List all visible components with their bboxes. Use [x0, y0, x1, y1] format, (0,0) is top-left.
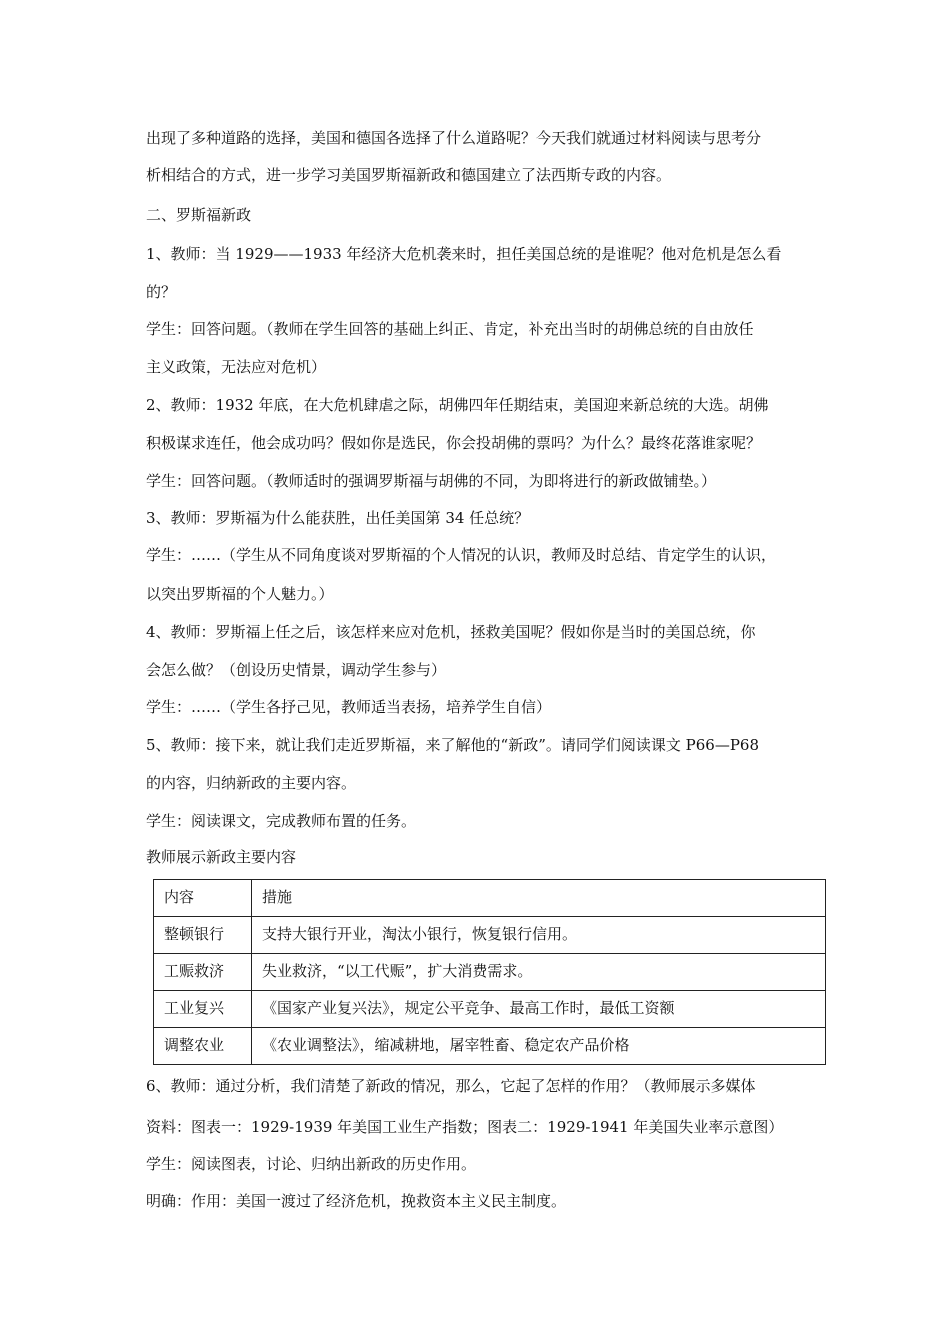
table-header-cell: 内容: [154, 880, 252, 917]
table-cell: 调整农业: [154, 1028, 252, 1065]
paragraph-line: 1、教师：当 1929——1933 年经济大危机袭来时，担任美国总统的是谁呢？他对危机是怎么看: [146, 245, 782, 263]
paragraph-line: 5、教师：接下来，就让我们走近罗斯福，来了解他的“新政”。请同学们阅读课文 P66—P68: [146, 736, 760, 754]
table-row: [154, 917, 826, 954]
paragraph-line: 6、教师：通过分析，我们清楚了新政的情况，那么，它起了怎样的作用？（教师展示多媒体: [146, 1077, 756, 1095]
table-cell: 支持大银行开业，淘汰小银行，恢复银行信用。: [252, 917, 826, 954]
table-header-cell: 措施: [252, 880, 826, 917]
paragraph-line: 明确：作用：美国一渡过了经济危机，挽救资本主义民主制度。: [146, 1192, 567, 1210]
paragraph-line: 学生：阅读图表，讨论、归纳出新政的历史作用。: [146, 1155, 477, 1173]
paragraph-line: 以突出罗斯福的个人魅力。）: [146, 585, 334, 603]
paragraph-line: 出现了多种道路的选择，美国和德国各选择了什么道路呢？今天我们就通过材料阅读与思考分: [146, 129, 762, 147]
paragraph-line: 资料：图表一：1929-1939 年美国工业生产指数；图表二：1929-1941 年美国失业率示意图）: [146, 1118, 784, 1136]
table-header-row: [154, 880, 826, 917]
table-cell: 失业救济，“以工代赈”，扩大消费需求。: [252, 954, 826, 991]
paragraph-line: 学生：回答问题。（教师在学生回答的基础上纠正、肯定，补充出当时的胡佛总统的自由放任: [146, 320, 754, 338]
table-caption: 教师展示新政主要内容: [146, 848, 297, 866]
table-cell: 工业复兴: [154, 991, 252, 1028]
paragraph-line: 学生：……（学生从不同角度谈对罗斯福的个人情况的认识，教师及时总结、肯定学生的认识，: [146, 546, 777, 564]
paragraph-line: 3、教师：罗斯福为什么能获胜，出任美国第 34 任总统？: [146, 509, 530, 527]
table-cell: 整顿银行: [154, 917, 252, 954]
table-row: [154, 954, 826, 991]
table-row: [154, 1028, 826, 1065]
paragraph-line: 主义政策，无法应对危机）: [146, 358, 327, 376]
table-cell: 工赈救济: [154, 954, 252, 991]
paragraph-line: 学生：……（学生各抒己见，教师适当表扬，培养学生自信）: [146, 698, 552, 716]
table-cell: 《国家产业复兴法》，规定公平竞争、最高工作时，最低工资额: [252, 991, 826, 1028]
section-heading: 二、罗斯福新政: [146, 206, 252, 224]
paragraph-line: 4、教师：罗斯福上任之后，该怎样来应对危机，拯救美国呢？假如你是当时的美国总统，你: [146, 623, 756, 641]
paragraph-line: 的？: [146, 283, 177, 301]
paragraph-line: 析相结合的方式，进一步学习美国罗斯福新政和德国建立了法西斯专政的内容。: [146, 166, 672, 184]
paragraph-line: 学生：回答问题。（教师适时的强调罗斯福与胡佛的不同，为即将进行的新政做铺垫。）: [146, 472, 717, 490]
table-row: [154, 991, 826, 1028]
paragraph-line: 2、教师：1932 年底，在大危机肆虐之际，胡佛四年任期结束，美国迎来新总统的大选。胡佛: [146, 396, 769, 414]
paragraph-line: 学生：阅读课文，完成教师布置的任务。: [146, 812, 417, 830]
new-deal-table: [153, 879, 826, 1065]
paragraph-line: 会怎么做？（创设历史情景，调动学生参与）: [146, 661, 447, 679]
paragraph-line: 的内容，归纳新政的主要内容。: [146, 774, 357, 792]
table-cell: 《农业调整法》，缩减耕地，屠宰牲畜、稳定农产品价格: [252, 1028, 826, 1065]
paragraph-line: 积极谋求连任，他会成功吗？假如你是选民，你会投胡佛的票吗？为什么？最终花落谁家呢？: [146, 434, 762, 452]
